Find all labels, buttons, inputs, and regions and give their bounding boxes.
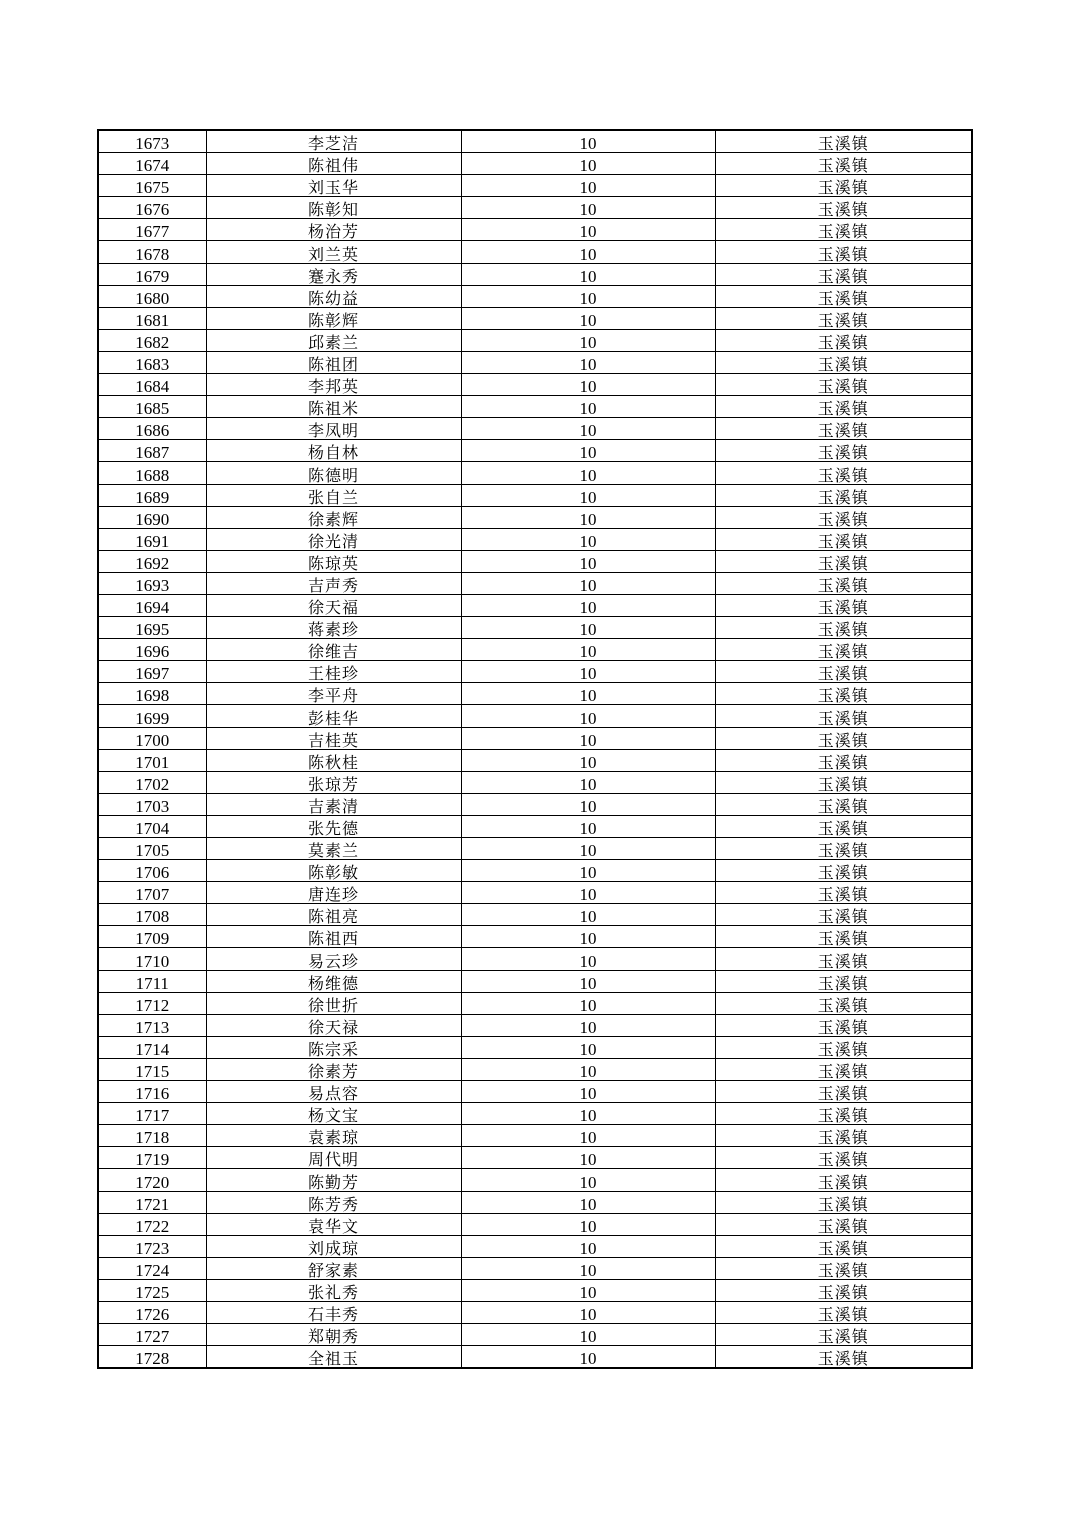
town-cell: 玉溪镇 — [715, 1257, 972, 1279]
row-number-cell: 1694 — [98, 594, 206, 616]
table-row — [98, 1147, 972, 1169]
amount-cell: 10 — [461, 1279, 715, 1301]
table-row — [98, 462, 972, 484]
row-number-cell: 1725 — [98, 1279, 206, 1301]
amount-cell: 10 — [461, 594, 715, 616]
table-row — [98, 793, 972, 815]
table-row — [98, 1257, 972, 1279]
town-cell: 玉溪镇 — [715, 1147, 972, 1169]
town-cell: 玉溪镇 — [715, 1279, 972, 1301]
table-row — [98, 727, 972, 749]
table-row — [98, 1301, 972, 1323]
table-row — [98, 838, 972, 860]
table-row — [98, 970, 972, 992]
table-row — [98, 749, 972, 771]
name-cell: 徐素芳 — [206, 1058, 461, 1080]
name-cell: 陈祖团 — [206, 351, 461, 373]
name-cell: 李凤明 — [206, 418, 461, 440]
name-cell: 徐天福 — [206, 594, 461, 616]
row-number-cell: 1688 — [98, 462, 206, 484]
row-number-cell: 1695 — [98, 617, 206, 639]
amount-cell: 10 — [461, 904, 715, 926]
town-cell: 玉溪镇 — [715, 771, 972, 793]
town-cell: 玉溪镇 — [715, 904, 972, 926]
roster-table-body — [98, 130, 972, 1368]
name-cell: 袁素琼 — [206, 1125, 461, 1147]
amount-cell: 10 — [461, 838, 715, 860]
town-cell: 玉溪镇 — [715, 418, 972, 440]
name-cell: 易云珍 — [206, 948, 461, 970]
row-number-cell: 1710 — [98, 948, 206, 970]
town-cell: 玉溪镇 — [715, 749, 972, 771]
name-cell: 陈琼英 — [206, 550, 461, 572]
row-number-cell: 1708 — [98, 904, 206, 926]
name-cell: 陈彰知 — [206, 197, 461, 219]
name-cell: 张琼芳 — [206, 771, 461, 793]
name-cell: 徐天禄 — [206, 1014, 461, 1036]
row-number-cell: 1679 — [98, 263, 206, 285]
name-cell: 陈祖伟 — [206, 153, 461, 175]
table-row — [98, 219, 972, 241]
row-number-cell: 1687 — [98, 440, 206, 462]
amount-cell: 10 — [461, 992, 715, 1014]
table-row — [98, 197, 972, 219]
row-number-cell: 1684 — [98, 374, 206, 396]
row-number-cell: 1719 — [98, 1147, 206, 1169]
name-cell: 张礼秀 — [206, 1279, 461, 1301]
row-number-cell: 1726 — [98, 1301, 206, 1323]
name-cell: 舒家素 — [206, 1257, 461, 1279]
table-row — [98, 528, 972, 550]
amount-cell: 10 — [461, 263, 715, 285]
row-number-cell: 1692 — [98, 550, 206, 572]
row-number-cell: 1712 — [98, 992, 206, 1014]
row-number-cell: 1677 — [98, 219, 206, 241]
table-row — [98, 307, 972, 329]
name-cell: 吉声秀 — [206, 572, 461, 594]
table-row — [98, 329, 972, 351]
name-cell: 李邦英 — [206, 374, 461, 396]
town-cell: 玉溪镇 — [715, 639, 972, 661]
town-cell: 玉溪镇 — [715, 506, 972, 528]
name-cell: 张先德 — [206, 815, 461, 837]
town-cell: 玉溪镇 — [715, 351, 972, 373]
table-row — [98, 904, 972, 926]
amount-cell: 10 — [461, 1257, 715, 1279]
name-cell: 吉素清 — [206, 793, 461, 815]
amount-cell: 10 — [461, 1014, 715, 1036]
row-number-cell: 1705 — [98, 838, 206, 860]
table-row — [98, 130, 972, 153]
row-number-cell: 1706 — [98, 860, 206, 882]
name-cell: 陈幼益 — [206, 285, 461, 307]
name-cell: 刘兰英 — [206, 241, 461, 263]
town-cell: 玉溪镇 — [715, 374, 972, 396]
row-number-cell: 1724 — [98, 1257, 206, 1279]
name-cell: 徐素辉 — [206, 506, 461, 528]
table-row — [98, 440, 972, 462]
table-row — [98, 285, 972, 307]
name-cell: 李芝洁 — [206, 130, 461, 153]
table-row — [98, 1036, 972, 1058]
row-number-cell: 1693 — [98, 572, 206, 594]
town-cell: 玉溪镇 — [715, 727, 972, 749]
name-cell: 杨治芳 — [206, 219, 461, 241]
town-cell: 玉溪镇 — [715, 1301, 972, 1323]
table-row — [98, 1235, 972, 1257]
name-cell: 石丰秀 — [206, 1301, 461, 1323]
name-cell: 徐光清 — [206, 528, 461, 550]
amount-cell: 10 — [461, 550, 715, 572]
name-cell: 刘成琼 — [206, 1235, 461, 1257]
town-cell: 玉溪镇 — [715, 329, 972, 351]
amount-cell: 10 — [461, 639, 715, 661]
amount-cell: 10 — [461, 528, 715, 550]
town-cell: 玉溪镇 — [715, 1324, 972, 1346]
town-cell: 玉溪镇 — [715, 175, 972, 197]
name-cell: 陈宗采 — [206, 1036, 461, 1058]
table-row — [98, 948, 972, 970]
row-number-cell: 1711 — [98, 970, 206, 992]
amount-cell: 10 — [461, 793, 715, 815]
table-row — [98, 617, 972, 639]
amount-cell: 10 — [461, 1081, 715, 1103]
name-cell: 杨维德 — [206, 970, 461, 992]
table-row — [98, 572, 972, 594]
row-number-cell: 1707 — [98, 882, 206, 904]
row-number-cell: 1682 — [98, 329, 206, 351]
name-cell: 彭桂华 — [206, 705, 461, 727]
name-cell: 王桂珍 — [206, 661, 461, 683]
name-cell: 陈秋桂 — [206, 749, 461, 771]
row-number-cell: 1675 — [98, 175, 206, 197]
town-cell: 玉溪镇 — [715, 683, 972, 705]
name-cell: 莫素兰 — [206, 838, 461, 860]
name-cell: 周代明 — [206, 1147, 461, 1169]
row-number-cell: 1699 — [98, 705, 206, 727]
amount-cell: 10 — [461, 396, 715, 418]
name-cell: 刘玉华 — [206, 175, 461, 197]
amount-cell: 10 — [461, 1191, 715, 1213]
row-number-cell: 1716 — [98, 1081, 206, 1103]
table-row — [98, 1014, 972, 1036]
row-number-cell: 1698 — [98, 683, 206, 705]
town-cell: 玉溪镇 — [715, 484, 972, 506]
table-row — [98, 860, 972, 882]
table-row — [98, 263, 972, 285]
amount-cell: 10 — [461, 484, 715, 506]
town-cell: 玉溪镇 — [715, 1081, 972, 1103]
name-cell: 蒋素珍 — [206, 617, 461, 639]
town-cell: 玉溪镇 — [715, 1103, 972, 1125]
town-cell: 玉溪镇 — [715, 1125, 972, 1147]
table-row — [98, 1346, 972, 1369]
table-row — [98, 1081, 972, 1103]
table-row — [98, 683, 972, 705]
table-row — [98, 175, 972, 197]
table-row — [98, 351, 972, 373]
name-cell: 唐连珍 — [206, 882, 461, 904]
row-number-cell: 1703 — [98, 793, 206, 815]
name-cell: 陈勤芳 — [206, 1169, 461, 1191]
amount-cell: 10 — [461, 1235, 715, 1257]
amount-cell: 10 — [461, 351, 715, 373]
table-row — [98, 1125, 972, 1147]
row-number-cell: 1696 — [98, 639, 206, 661]
table-row — [98, 639, 972, 661]
row-number-cell: 1722 — [98, 1213, 206, 1235]
row-number-cell: 1709 — [98, 926, 206, 948]
town-cell: 玉溪镇 — [715, 815, 972, 837]
town-cell: 玉溪镇 — [715, 948, 972, 970]
row-number-cell: 1700 — [98, 727, 206, 749]
amount-cell: 10 — [461, 175, 715, 197]
table-row — [98, 705, 972, 727]
town-cell: 玉溪镇 — [715, 197, 972, 219]
name-cell: 陈祖米 — [206, 396, 461, 418]
table-row — [98, 1191, 972, 1213]
name-cell: 徐世折 — [206, 992, 461, 1014]
town-cell: 玉溪镇 — [715, 1036, 972, 1058]
name-cell: 陈祖西 — [206, 926, 461, 948]
table-row — [98, 882, 972, 904]
town-cell: 玉溪镇 — [715, 1014, 972, 1036]
name-cell: 蹇永秀 — [206, 263, 461, 285]
amount-cell: 10 — [461, 241, 715, 263]
name-cell: 徐维吉 — [206, 639, 461, 661]
town-cell: 玉溪镇 — [715, 263, 972, 285]
name-cell: 郑朝秀 — [206, 1324, 461, 1346]
row-number-cell: 1718 — [98, 1125, 206, 1147]
name-cell: 李平舟 — [206, 683, 461, 705]
row-number-cell: 1683 — [98, 351, 206, 373]
row-number-cell: 1685 — [98, 396, 206, 418]
town-cell: 玉溪镇 — [715, 970, 972, 992]
name-cell: 邱素兰 — [206, 329, 461, 351]
amount-cell: 10 — [461, 506, 715, 528]
amount-cell: 10 — [461, 617, 715, 639]
row-number-cell: 1689 — [98, 484, 206, 506]
amount-cell: 10 — [461, 749, 715, 771]
town-cell: 玉溪镇 — [715, 440, 972, 462]
name-cell: 陈德明 — [206, 462, 461, 484]
table-row — [98, 153, 972, 175]
amount-cell: 10 — [461, 970, 715, 992]
town-cell: 玉溪镇 — [715, 528, 972, 550]
town-cell: 玉溪镇 — [715, 594, 972, 616]
town-cell: 玉溪镇 — [715, 1169, 972, 1191]
row-number-cell: 1723 — [98, 1235, 206, 1257]
amount-cell: 10 — [461, 307, 715, 329]
amount-cell: 10 — [461, 418, 715, 440]
row-number-cell: 1676 — [98, 197, 206, 219]
name-cell: 陈彰敏 — [206, 860, 461, 882]
table-row — [98, 484, 972, 506]
row-number-cell: 1678 — [98, 241, 206, 263]
amount-cell: 10 — [461, 1324, 715, 1346]
amount-cell: 10 — [461, 1103, 715, 1125]
amount-cell: 10 — [461, 815, 715, 837]
town-cell: 玉溪镇 — [715, 1191, 972, 1213]
amount-cell: 10 — [461, 948, 715, 970]
amount-cell: 10 — [461, 374, 715, 396]
amount-cell: 10 — [461, 1169, 715, 1191]
amount-cell: 10 — [461, 572, 715, 594]
amount-cell: 10 — [461, 661, 715, 683]
row-number-cell: 1728 — [98, 1346, 206, 1369]
amount-cell: 10 — [461, 219, 715, 241]
name-cell: 全祖玉 — [206, 1346, 461, 1369]
amount-cell: 10 — [461, 705, 715, 727]
name-cell: 易点容 — [206, 1081, 461, 1103]
row-number-cell: 1701 — [98, 749, 206, 771]
name-cell: 陈芳秀 — [206, 1191, 461, 1213]
town-cell: 玉溪镇 — [715, 838, 972, 860]
roster-table — [97, 129, 973, 1369]
row-number-cell: 1704 — [98, 815, 206, 837]
town-cell: 玉溪镇 — [715, 992, 972, 1014]
amount-cell: 10 — [461, 771, 715, 793]
amount-cell: 10 — [461, 197, 715, 219]
town-cell: 玉溪镇 — [715, 153, 972, 175]
amount-cell: 10 — [461, 1036, 715, 1058]
town-cell: 玉溪镇 — [715, 1058, 972, 1080]
table-row — [98, 992, 972, 1014]
amount-cell: 10 — [461, 329, 715, 351]
table-row — [98, 1279, 972, 1301]
name-cell: 袁华文 — [206, 1213, 461, 1235]
town-cell: 玉溪镇 — [715, 1346, 972, 1369]
table-row — [98, 396, 972, 418]
name-cell: 吉桂英 — [206, 727, 461, 749]
table-row — [98, 926, 972, 948]
name-cell: 陈祖亮 — [206, 904, 461, 926]
town-cell: 玉溪镇 — [715, 396, 972, 418]
town-cell: 玉溪镇 — [715, 219, 972, 241]
table-row — [98, 550, 972, 572]
row-number-cell: 1717 — [98, 1103, 206, 1125]
table-row — [98, 594, 972, 616]
town-cell: 玉溪镇 — [715, 1213, 972, 1235]
row-number-cell: 1691 — [98, 528, 206, 550]
table-row — [98, 418, 972, 440]
table-row — [98, 1213, 972, 1235]
town-cell: 玉溪镇 — [715, 285, 972, 307]
amount-cell: 10 — [461, 1147, 715, 1169]
row-number-cell: 1673 — [98, 130, 206, 153]
town-cell: 玉溪镇 — [715, 130, 972, 153]
amount-cell: 10 — [461, 1125, 715, 1147]
amount-cell: 10 — [461, 462, 715, 484]
amount-cell: 10 — [461, 440, 715, 462]
table-row — [98, 815, 972, 837]
table-row — [98, 1058, 972, 1080]
table-row — [98, 241, 972, 263]
table-row — [98, 374, 972, 396]
amount-cell: 10 — [461, 1346, 715, 1369]
town-cell: 玉溪镇 — [715, 705, 972, 727]
table-row — [98, 1169, 972, 1191]
name-cell: 陈彰辉 — [206, 307, 461, 329]
name-cell: 张自兰 — [206, 484, 461, 506]
town-cell: 玉溪镇 — [715, 307, 972, 329]
row-number-cell: 1720 — [98, 1169, 206, 1191]
amount-cell: 10 — [461, 727, 715, 749]
row-number-cell: 1681 — [98, 307, 206, 329]
town-cell: 玉溪镇 — [715, 241, 972, 263]
amount-cell: 10 — [461, 882, 715, 904]
table-row — [98, 1324, 972, 1346]
town-cell: 玉溪镇 — [715, 926, 972, 948]
name-cell: 杨文宝 — [206, 1103, 461, 1125]
table-row — [98, 506, 972, 528]
town-cell: 玉溪镇 — [715, 1235, 972, 1257]
row-number-cell: 1680 — [98, 285, 206, 307]
amount-cell: 10 — [461, 153, 715, 175]
town-cell: 玉溪镇 — [715, 882, 972, 904]
row-number-cell: 1674 — [98, 153, 206, 175]
amount-cell: 10 — [461, 285, 715, 307]
amount-cell: 10 — [461, 130, 715, 153]
town-cell: 玉溪镇 — [715, 617, 972, 639]
row-number-cell: 1715 — [98, 1058, 206, 1080]
amount-cell: 10 — [461, 1301, 715, 1323]
amount-cell: 10 — [461, 926, 715, 948]
table-row — [98, 661, 972, 683]
amount-cell: 10 — [461, 1213, 715, 1235]
row-number-cell: 1690 — [98, 506, 206, 528]
town-cell: 玉溪镇 — [715, 860, 972, 882]
town-cell: 玉溪镇 — [715, 793, 972, 815]
row-number-cell: 1714 — [98, 1036, 206, 1058]
town-cell: 玉溪镇 — [715, 550, 972, 572]
amount-cell: 10 — [461, 1058, 715, 1080]
row-number-cell: 1713 — [98, 1014, 206, 1036]
row-number-cell: 1686 — [98, 418, 206, 440]
row-number-cell: 1721 — [98, 1191, 206, 1213]
town-cell: 玉溪镇 — [715, 661, 972, 683]
town-cell: 玉溪镇 — [715, 462, 972, 484]
amount-cell: 10 — [461, 683, 715, 705]
row-number-cell: 1697 — [98, 661, 206, 683]
row-number-cell: 1702 — [98, 771, 206, 793]
row-number-cell: 1727 — [98, 1324, 206, 1346]
name-cell: 杨自林 — [206, 440, 461, 462]
table-row — [98, 771, 972, 793]
table-row — [98, 1103, 972, 1125]
amount-cell: 10 — [461, 860, 715, 882]
town-cell: 玉溪镇 — [715, 572, 972, 594]
